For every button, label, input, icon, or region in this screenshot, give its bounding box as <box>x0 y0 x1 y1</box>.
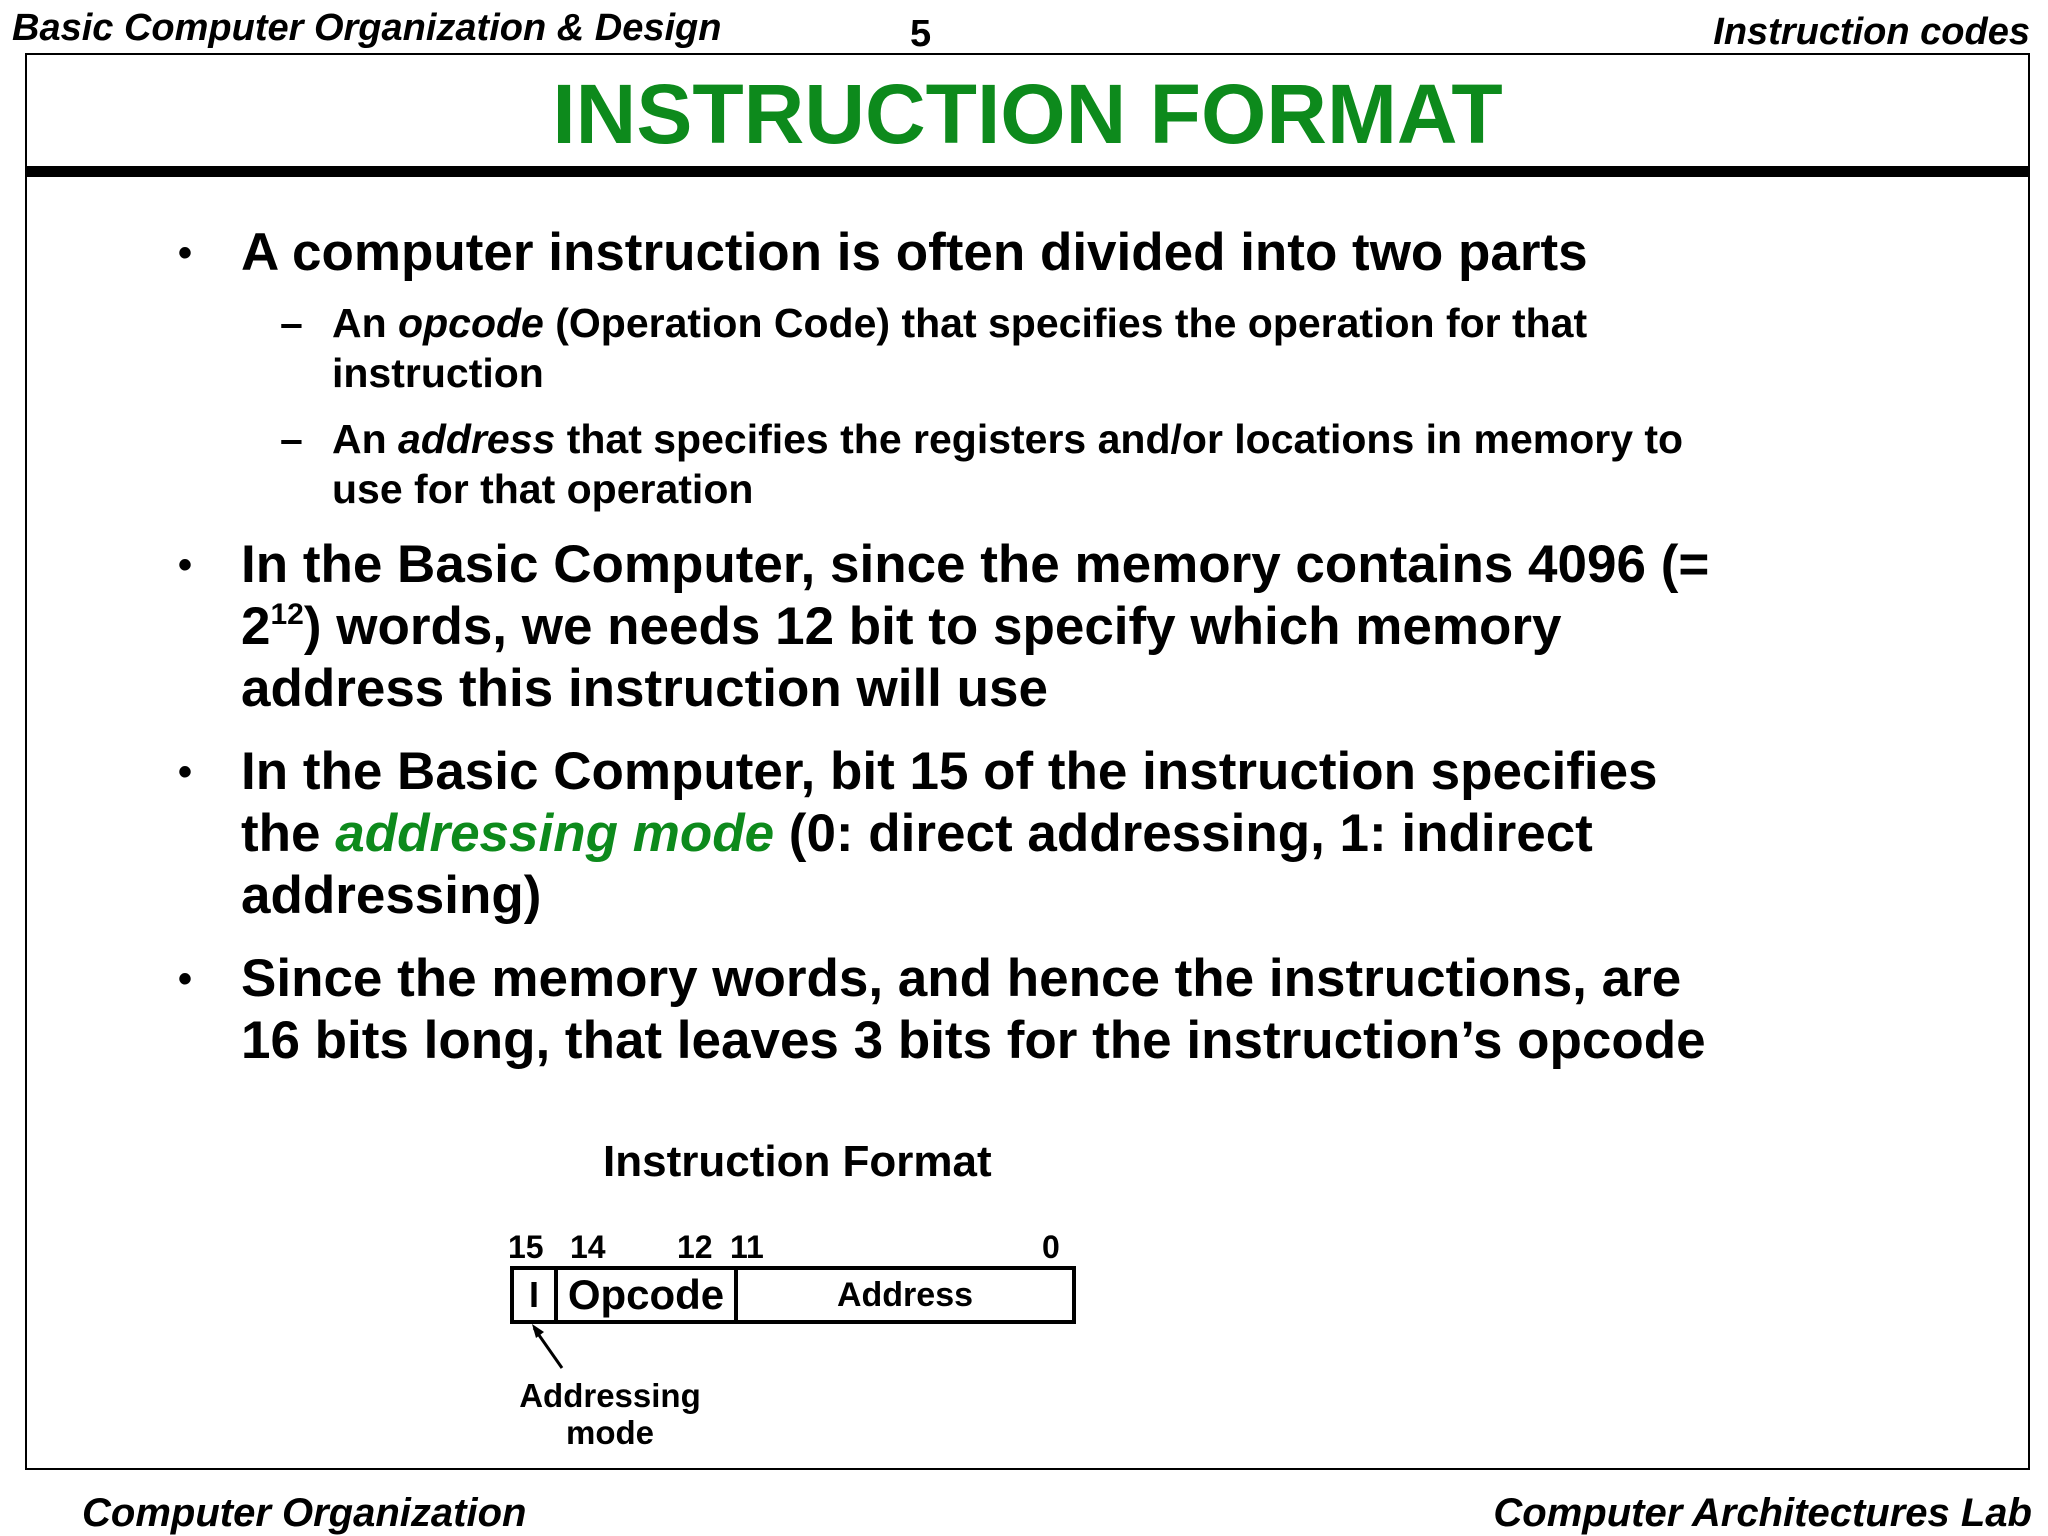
sub1-em: opcode <box>398 300 544 346</box>
bullet-3-line1: In the Basic Computer, bit 15 of the instruction specifies <box>241 742 1658 801</box>
bullet-2-line3: address this instruction will use <box>241 659 1048 718</box>
annotation-mode: mode <box>565 1414 654 1451</box>
addressing-mode-highlight: addressing mode <box>335 804 775 863</box>
bullet-1 <box>178 222 1588 284</box>
bullet-3-pre: the <box>241 804 336 863</box>
header-section-title: Instruction codes <box>1713 11 2030 53</box>
bullet-mark: • <box>178 231 193 275</box>
sub2-post: that specifies the registers and/or locations in memory to <box>555 416 1684 462</box>
diagram-title: Instruction Format <box>603 1137 992 1186</box>
dash-mark: – <box>280 416 303 462</box>
field-opcode: Opcode <box>554 1266 738 1324</box>
bullet-2-line1: In the Basic Computer, since the memory contains 4096 (= <box>241 535 1710 594</box>
dash-mark: – <box>280 300 303 346</box>
sub2-pre: An <box>332 416 399 462</box>
sub-bullet-address-line2: use for that operation <box>332 466 754 512</box>
bullet-4-line1: Since the memory words, and hence the instructions, are <box>241 949 1682 1008</box>
slide-title: INSTRUCTION FORMAT <box>552 67 1503 161</box>
bullet-2 <box>178 534 1710 596</box>
field-indirect-bit: I <box>510 1266 558 1324</box>
bullet-3-line3: addressing) <box>241 866 542 925</box>
bit-label-12: 12 <box>677 1229 713 1265</box>
sub-bullet-opcode <box>280 298 1588 348</box>
sub1-pre: An <box>332 300 399 346</box>
sub-bullet-opcode-line2: instruction <box>332 350 544 396</box>
bullet-1-text: A computer instruction is often divided into two parts <box>241 223 1588 282</box>
bullet-4 <box>178 948 1682 1010</box>
bit-label-11: 11 <box>730 1229 764 1265</box>
exp-superscript: 12 <box>270 598 304 631</box>
bullet-3-line2 <box>241 803 1593 865</box>
annotation-addressing: Addressing <box>519 1377 701 1414</box>
bullet-mark: • <box>178 750 193 794</box>
field-address: Address <box>734 1266 1076 1324</box>
page-number: 5 <box>910 13 932 55</box>
sub-bullet-address <box>280 414 1684 464</box>
bullet-2-line2 <box>241 596 1561 658</box>
header-course-title: Basic Computer Organization & Design <box>12 7 722 49</box>
bullet-2-line2-rest: ) words, we needs 12 bit to specify which memory <box>303 597 1562 656</box>
footer-right: Computer Architectures Lab <box>1493 1491 2032 1535</box>
arrow-icon <box>528 1322 568 1372</box>
bullet-3 <box>178 741 1658 803</box>
exp-base: 2 <box>241 597 271 656</box>
bullet-4-line2: 16 bits long, that leaves 3 bits for the instruction’s opcode <box>241 1011 1706 1070</box>
bullet-mark: • <box>178 543 193 587</box>
sub1-post: (Operation Code) that specifies the operation for that <box>543 300 1588 346</box>
title-divider <box>25 166 2030 177</box>
bit-label-0: 0 <box>1042 1229 1060 1265</box>
bit-label-14: 14 <box>570 1229 606 1265</box>
bullet-mark: • <box>178 957 193 1001</box>
sub2-em: address <box>398 416 556 462</box>
footer-left: Computer Organization <box>82 1491 527 1535</box>
bit-label-15: 15 <box>508 1229 544 1265</box>
bullet-3-post: (0: direct addressing, 1: indirect <box>774 804 1593 863</box>
